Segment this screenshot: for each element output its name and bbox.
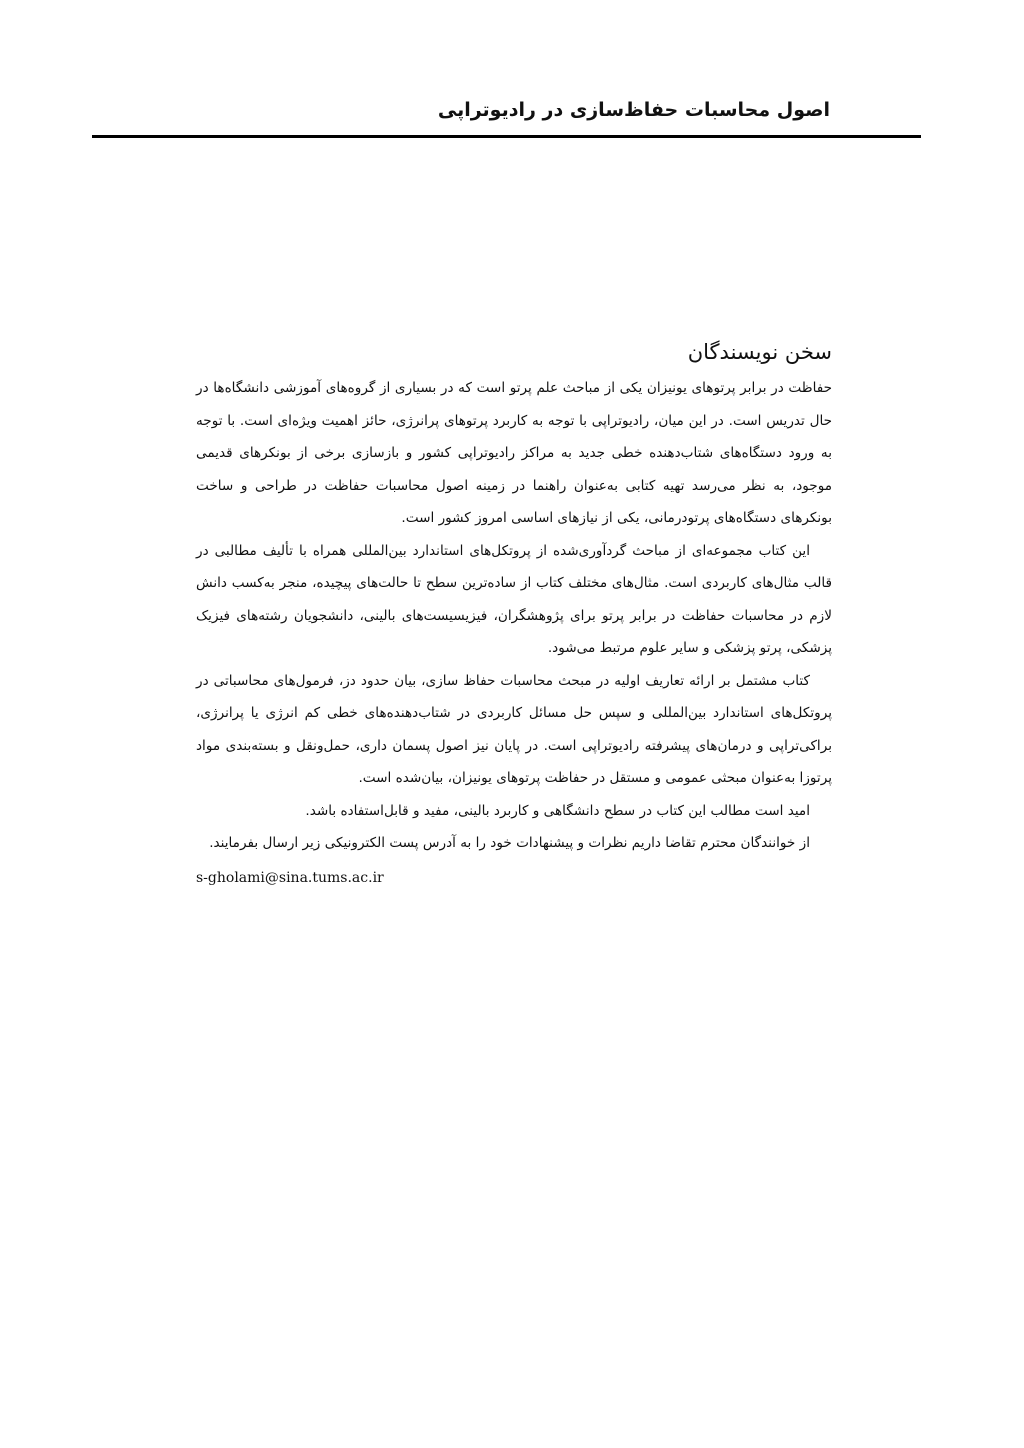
author-email: s-gholami@sina.tums.ac.ir [196, 869, 384, 886]
paragraph-4: امید است مطالب این کتاب در سطح دانشگاهی و کاربرد بالینی، مفید و قابل‌استفاده باشد. [305, 802, 810, 819]
header-divider [92, 135, 921, 138]
section-title: سخن نویسندگان [687, 340, 832, 364]
paragraph-2: این کتاب مجموعه‌ای از مباحث گردآوری‌شده از پروتکل‌های استاندارد بین‌المللی همراه با تألیف مطالبی در قالب مثال‌های کاربردی است. مثال‌های مختلف کتاب از ساده‌ترین سطح تا حالت‌های پیچیده، منجر به‌کسب دانش لازم در محاسبات حفاظت در برابر پرتو برای پژوهشگران، فیزیسیست‌های بالینی، دانشجویان رشته‌های فیزیک پزشکی، پرتو پزشکی و سایر علوم مرتبط می‌شود. [196, 542, 832, 656]
paragraph-5: از خوانندگان محترم تقاضا داریم نظرات و پیشنهادات خود را به آدرس پست الکترونیکی زیر ارسال بفرمایند. [209, 835, 810, 851]
authors-preface [196, 336, 832, 890]
paragraph-1: حفاظت در برابر پرتوهای یونیزان یکی از مباحث علم پرتو است که در بسیاری از گروه‌های آموزشی دانشگاه‌ها در حال تدریس است. در این میان، رادیوتراپی با توجه به کاربرد پرتوهای پرانرژی، حائز اهمیت ویژه‌ای است. با توجه به ورود دستگاه‌های شتاب‌دهنده خطی جدید به مراکز رادیوتراپی کشور و بازسازی برخی از بونکرهای قدیمی موجود، به نظر می‌رسد تهیه کتابی به‌عنوان راهنما در زمینه اصول محاسبات حفاظت در طراحی و ساخت بونکرهای دستگاه‌های پرتودرمانی، یکی از نیازهای اساسی امروز کشور است. [196, 380, 832, 526]
running-header-title: اصول محاسبات حفاظ‌سازی در رادیوتراپی [437, 99, 830, 121]
paragraph-3: کتاب مشتمل بر ارائه تعاریف اولیه در مبحث محاسبات حفاظ سازی، بیان حدود دز، فرمول‌های محاسباتی در پروتکل‌های استاندارد بین‌المللی و سپس حل مسائل کاربردی در شتاب‌دهنده‌های خطی کم انرژی یا پرانرژی، براکی‌تراپی و درمان‌های پیشرفته رادیوتراپی است. در پایان نیز اصول پسمان داری، حمل‌ونقل و بسته‌بندی مواد پرتوزا به‌عنوان مبحثی عمومی و مستقل در حفاظت پرتوهای یونیزان، بیان‌شده است. [196, 672, 832, 786]
